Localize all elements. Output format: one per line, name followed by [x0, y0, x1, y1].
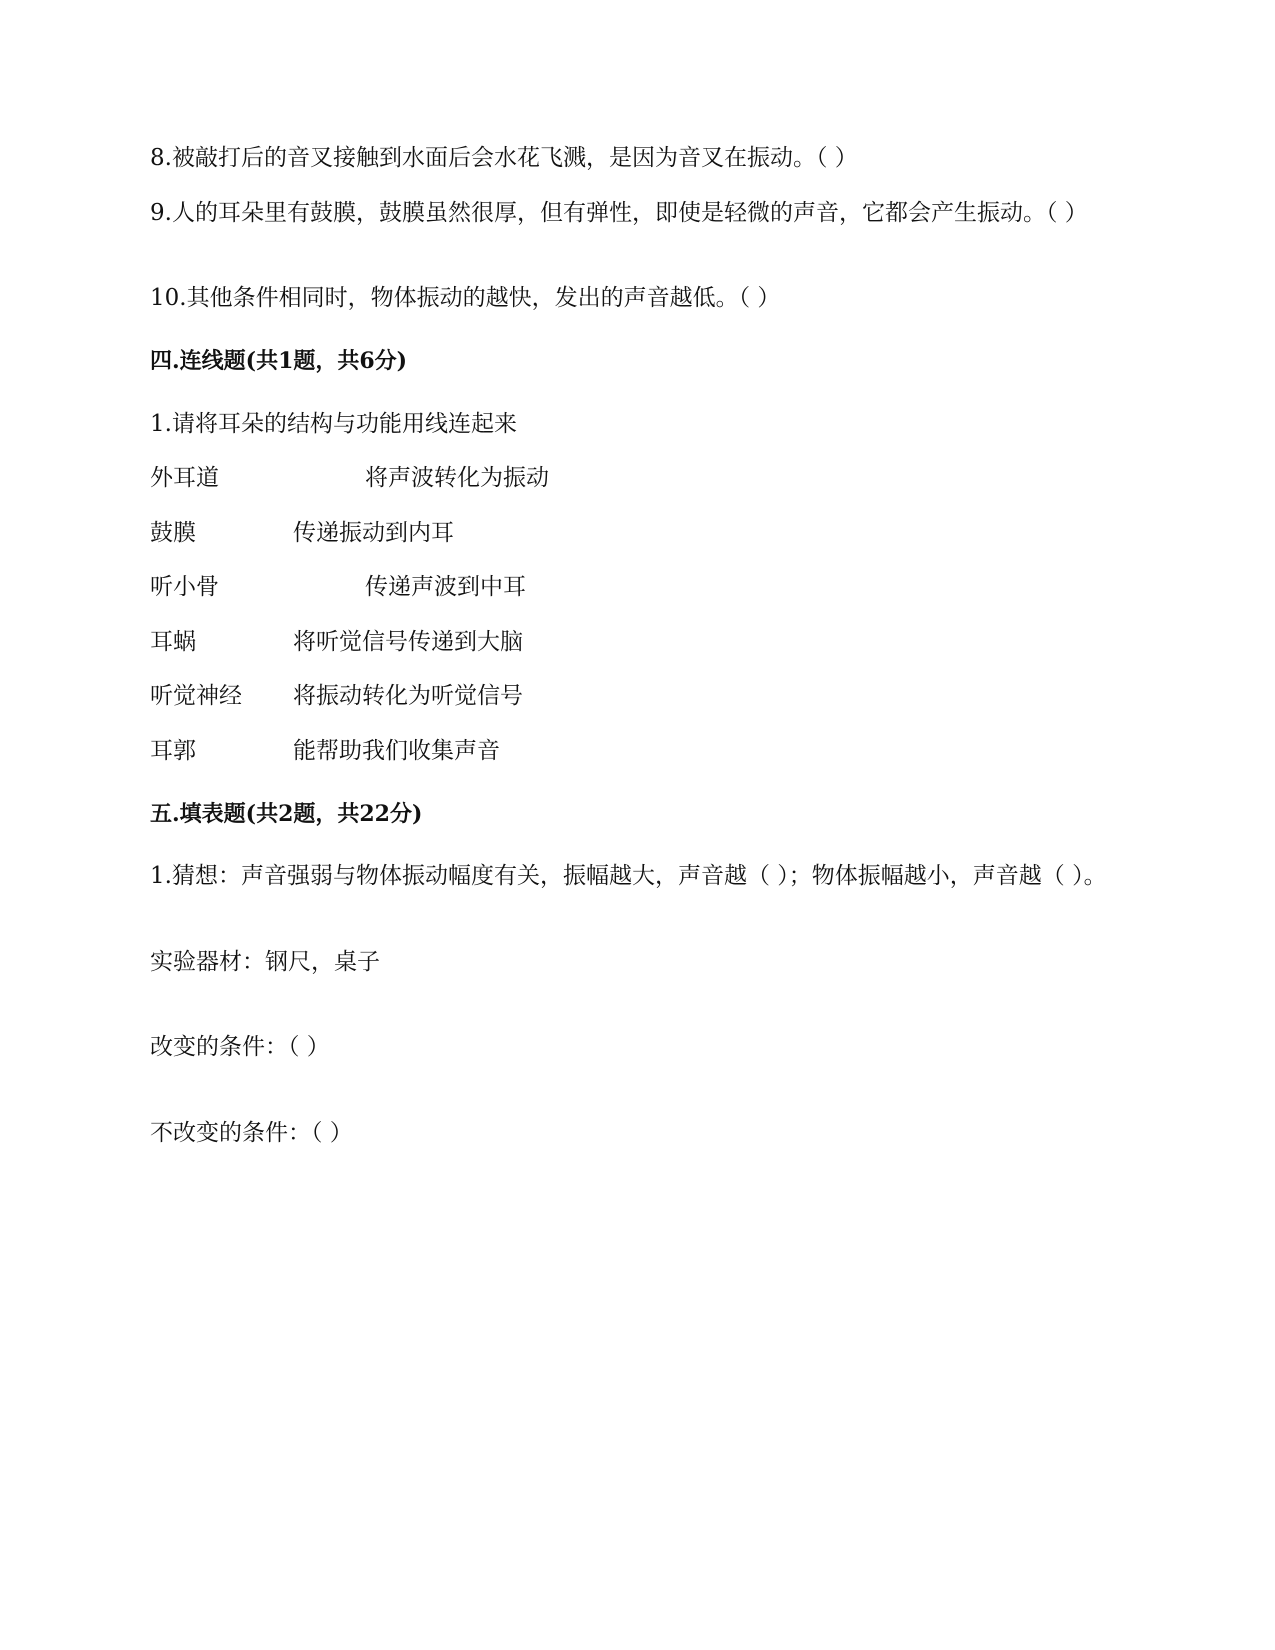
fill-question: 1.猜想：声音强弱与物体振动幅度有关，振幅越大，声音越（ ）；物体振幅越小，声音越（ ）。 [150, 863, 1107, 889]
matching-right-3: 传递声波到中耳 [365, 574, 526, 600]
judgment-item-10: 10.其他条件相同时，物体振动的越快，发出的声音越低。（ ） [150, 285, 781, 311]
matching-left-1: 外耳道 [150, 465, 219, 491]
section-4-heading: 四.连线题(共1题，共6分) [150, 348, 408, 374]
matching-question: 1.请将耳朵的结构与功能用线连起来 [150, 411, 517, 437]
section-5-heading: 五.填表题(共2题，共22分) [150, 801, 423, 827]
matching-left-3: 听小骨 [150, 574, 219, 600]
matching-right-6: 能帮助我们收集声音 [293, 738, 500, 764]
matching-left-5: 听觉神经 [150, 683, 242, 709]
judgment-item-8: 8.被敲打后的音叉接触到水面后会水花飞溅，是因为音叉在振动。（ ） [150, 145, 858, 171]
matching-right-1: 将声波转化为振动 [365, 465, 549, 491]
experiment-materials: 实验器材：钢尺，桌子 [150, 949, 380, 975]
unchanged-condition: 不改变的条件：（ ） [150, 1120, 353, 1146]
matching-left-2: 鼓膜 [150, 520, 196, 546]
matching-left-6: 耳郭 [150, 738, 196, 764]
matching-left-4: 耳蜗 [150, 629, 196, 655]
matching-right-4: 将听觉信号传递到大脑 [293, 629, 523, 655]
matching-right-5: 将振动转化为听觉信号 [293, 683, 523, 709]
judgment-item-9: 9.人的耳朵里有鼓膜，鼓膜虽然很厚，但有弹性，即使是轻微的声音，它都会产生振动。（ ） [150, 200, 1088, 226]
changed-condition: 改变的条件：（ ） [150, 1034, 330, 1060]
matching-right-2: 传递振动到内耳 [293, 520, 454, 546]
